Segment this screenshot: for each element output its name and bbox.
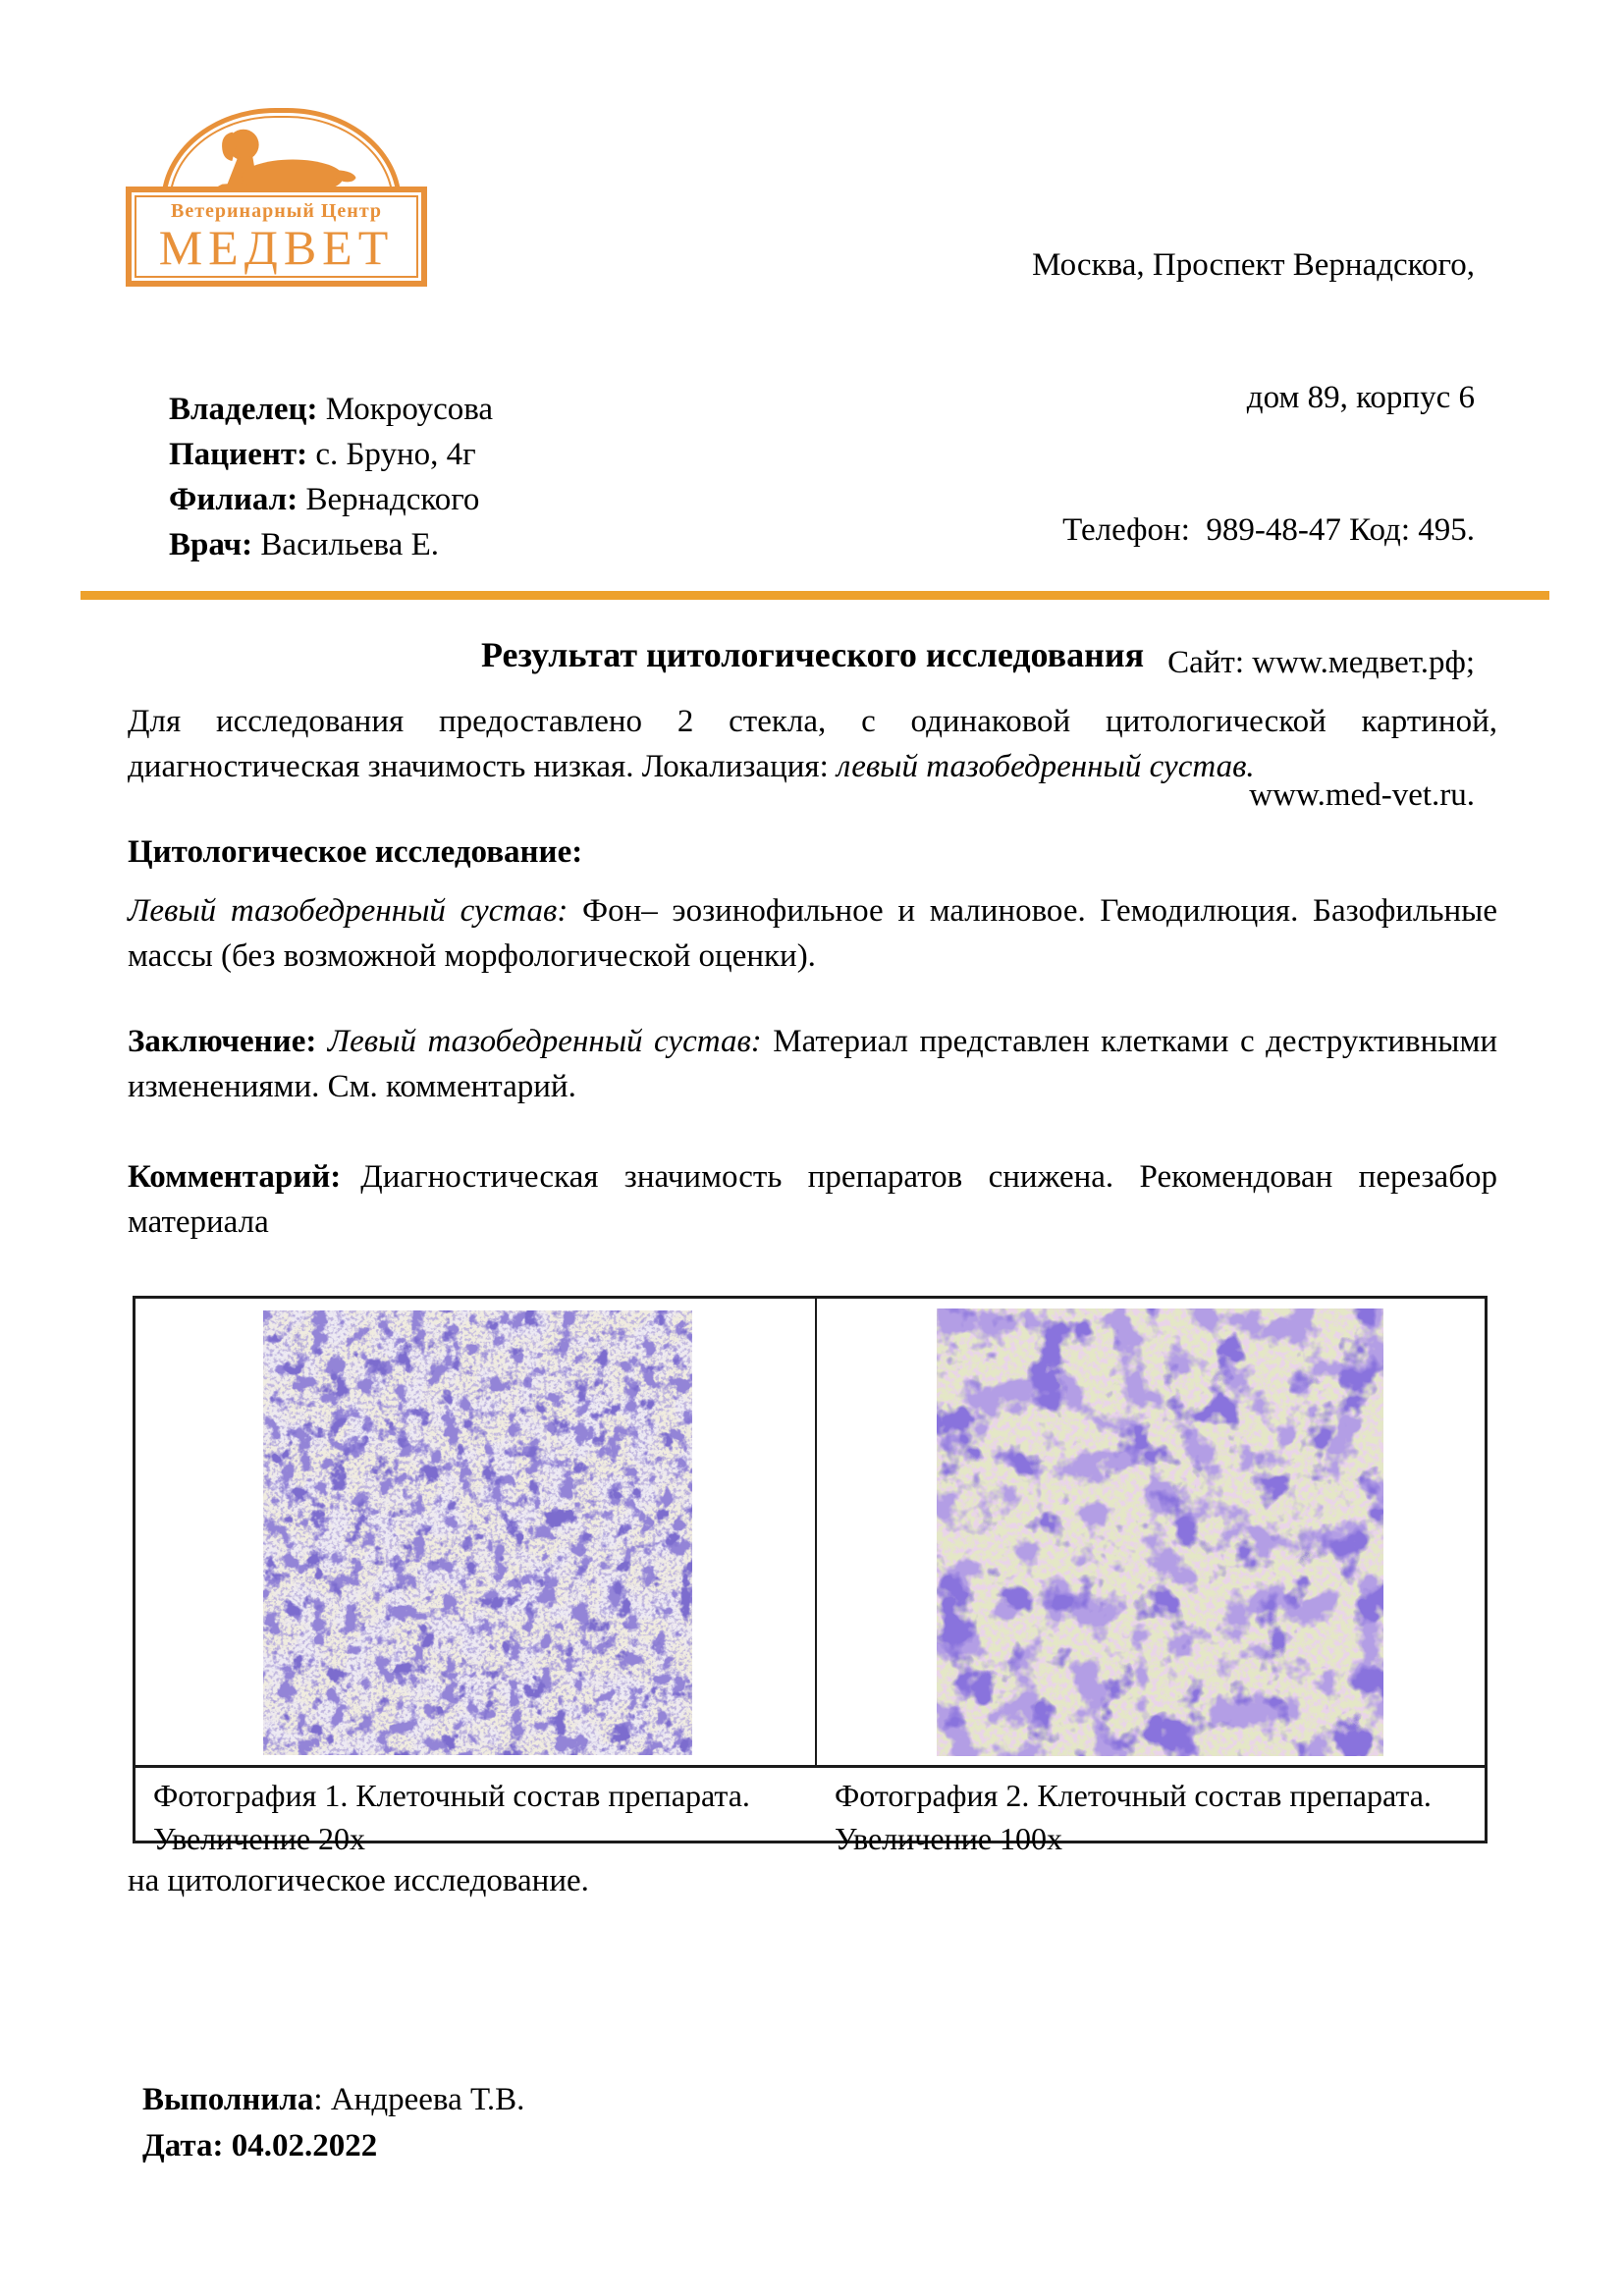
owner-label: Владелец: [169, 392, 318, 427]
cytology-heading: Цитологическое исследование: [128, 834, 583, 870]
date-row [142, 2123, 524, 2169]
caption-row [135, 1765, 1485, 1856]
doctor-row [169, 522, 493, 567]
logo-name: МЕДВЕТ [158, 220, 395, 275]
performed-by-value: : Андреева Т.В. [313, 2082, 525, 2117]
cytology-site: Левый тазобедренный сустав: [128, 893, 568, 929]
photo-1-caption-line2: Увеличение 20х [153, 1821, 366, 1856]
photo-2-caption-line2: Увеличение 100х [835, 1821, 1063, 1856]
photo-cell-2 [817, 1299, 1485, 1765]
photo-1-caption-line1: Фотография 1. Клеточный состав препарата. [153, 1778, 750, 1813]
address-line: Москва, Проспект Вернадского, [1032, 247, 1475, 283]
branch-value: Вернадского [298, 482, 480, 517]
address-line-site: Сайт: www.медвет.рф; [1167, 645, 1475, 680]
photo-2-caption-line1: Фотография 2. Клеточный состав препарата. [835, 1778, 1432, 1813]
patient-row [169, 432, 493, 477]
logo-banner [126, 187, 427, 287]
address-line-phone: Телефон: 989-48-47 Код: 495. [1062, 512, 1475, 548]
micrograph-photo-1 [263, 1310, 692, 1755]
photo-2-caption [835, 1774, 1473, 1860]
address-line: дом 89, корпус 6 [1246, 380, 1475, 415]
branch-label: Филиал: [169, 482, 298, 517]
logo-subtitle: Ветеринарный Центр [170, 200, 383, 222]
conclusion-site: Левый тазобедренный сустав: [316, 1024, 762, 1059]
photo-table [133, 1296, 1488, 1856]
comment-paragraph [128, 1154, 1497, 1245]
cytology-text: Фон– эозинофильное и малиновое. Гемодилюция. Базофильные массы (без возможной морфологической оценки). [128, 893, 1497, 974]
logo-banner-inner-ring [135, 195, 418, 278]
photo-cell-1 [135, 1299, 817, 1765]
footer-block [142, 2077, 524, 2169]
owner-value: Мокроусова [317, 392, 494, 427]
intro-localization: левый тазобедренный сустав. [837, 749, 1255, 784]
conclusion-text: Материал представлен клетками с деструктивными изменениями. См. комментарий. [128, 1024, 1497, 1104]
patient-value: с. Бруно, 4г [307, 437, 476, 472]
address-line-site-alt: www.med-vet.ru. [1249, 777, 1475, 813]
performed-by-label: Выполнила [142, 2082, 314, 2117]
performed-by-row [142, 2077, 524, 2123]
comment-text: Диагностическая значимость препаратов снижена. Рекомендован перезабор материала [128, 1159, 1497, 1240]
intro-paragraph [128, 699, 1497, 789]
clinic-address-block [1032, 155, 1475, 906]
patient-info-block [169, 387, 493, 567]
conclusion-paragraph [128, 1019, 1497, 1109]
clinic-logo [126, 108, 427, 287]
report-title: Результат цитологического исследования [480, 635, 1145, 674]
photo-1-caption [153, 1774, 801, 1860]
doctor-label: Врач: [169, 527, 253, 562]
micrograph-photo-2 [937, 1308, 1383, 1756]
intro-text: Для исследования предоставлено 2 стекла, с одинаковой цитологической картиной, диагностическая значимость низкая. Локализация: [128, 704, 1497, 784]
doctor-value: Васильева Е. [252, 527, 439, 562]
cytology-paragraph [128, 888, 1497, 979]
conclusion-label: Заключение: [128, 1024, 317, 1059]
comment-label: Комментарий: [128, 1159, 342, 1195]
orange-divider-rule [81, 591, 1549, 600]
date-value: 04.02.2022 [223, 2128, 378, 2163]
owner-row [169, 387, 493, 432]
date-label: Дата: [142, 2128, 224, 2163]
comment-continuation: на цитологическое исследование. [128, 1863, 589, 1898]
patient-label: Пациент: [169, 437, 308, 472]
branch-row [169, 477, 493, 522]
